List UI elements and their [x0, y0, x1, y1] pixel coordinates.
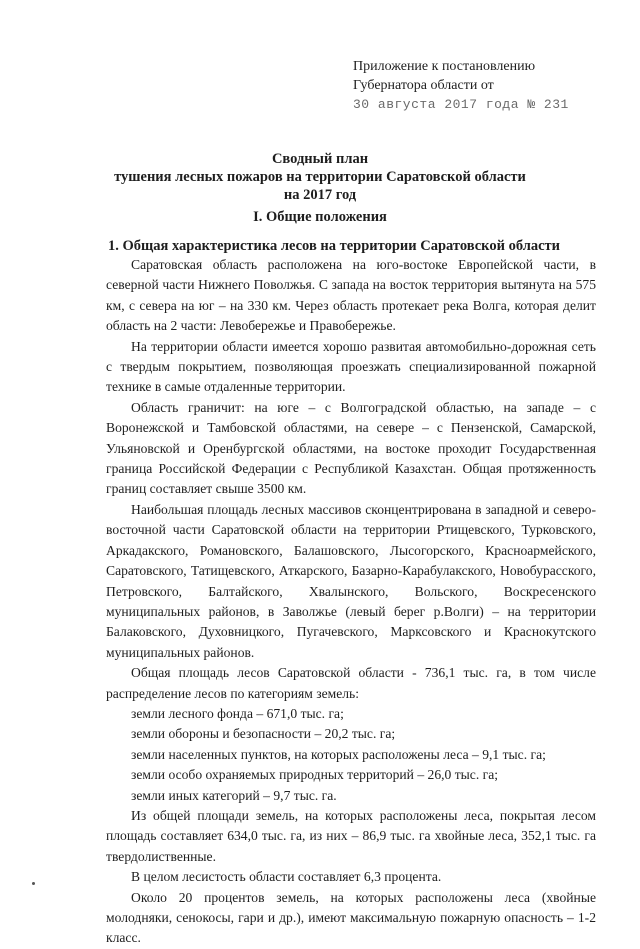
- appendix-line-1: Приложение к постановлению: [353, 59, 536, 74]
- paragraph: В целом лесистость области составляет 6,3 процента.: [131, 869, 442, 885]
- paragraph: Наибольшая площадь лесных массивов сконцентрирована в западной и северо-восточной части Саратовской области на территории Ртищевского, Турковского, Аркадакского, Романовского, Балашовского, Лысогорского, Красноармейского, Саратовского, Татищевского, Аткарского, Базарно-Карабулакского, Новобурасского, Петровского, Балтайского, Хвалынского, Вольского, Воскресенского муниципальных районов, в Заволжье (левый берег р.Волги) – на территории Балаковского, Духовницкого, Пугачевского, Марксовского и Краснокутского муниципальных районов.: [106, 501, 596, 660]
- appendix-date-stamp: 30 августа 2017 года № 231: [353, 97, 569, 112]
- document-title: [0, 150, 640, 204]
- land-category-item: земли лесного фонда – 671,0 тыс. га;: [131, 705, 344, 721]
- paragraph: Область граничит: на юге – с Волгоградской областью, на западе – с Воронежской и Тамбовской областями, на севере – с Пензенской, Самарской, Ульяновской и Оренбургской областями, на востоке проходит Государственная граница Российской Федерации с Республикой Казахстан. Общая протяженность границ составляет свыше 3500 км.: [106, 399, 596, 497]
- scan-speck: [32, 882, 35, 885]
- section-heading: I. Общие положения: [253, 209, 387, 225]
- appendix-line-2: Губернатора области от: [353, 78, 494, 93]
- land-category-item: земли особо охраняемых природных территорий – 26,0 тыс. га;: [131, 767, 499, 783]
- document-body: [106, 255, 596, 949]
- title-line-1: Сводный план: [271, 151, 369, 167]
- appendix-reference: [353, 57, 569, 114]
- land-category-item: земли обороны и безопасности – 20,2 тыс. га;: [131, 726, 396, 742]
- paragraph: На территории области имеется хорошо развитая автомобильно-дорожная сеть с твердым покрытием, позволяющая проезжать специализированной пожарной технике в самые отдаленные территории.: [106, 338, 596, 395]
- paragraph: Около 20 процентов земель, на которых расположены леса (хвойные молодняки, сенокосы, гари и др.), имеют максимальную пожарную опасность – 1-2 класс.: [106, 889, 596, 946]
- paragraph: Из общей площади земель, на которых расположены леса, покрытая лесом площадь составляет 634,0 тыс. га, из них – 86,9 тыс. га хвойные леса, 352,1 тыс. га твердолиственные.: [106, 807, 596, 864]
- title-line-3: на 2017 год: [283, 187, 357, 203]
- land-category-item: земли иных категорий – 9,7 тыс. га.: [131, 787, 337, 803]
- land-category-item: земли населенных пунктов, на которых расположены леса – 9,1 тыс. га;: [131, 746, 546, 762]
- paragraph: Общая площадь лесов Саратовской области - 736,1 тыс. га, в том числе распределение лесов по категориям земель:: [106, 665, 596, 701]
- subsection-heading: 1. Общая характеристика лесов на территории Саратовской области: [108, 238, 560, 254]
- title-line-2: тушения лесных пожаров на территории Саратовской области: [114, 169, 526, 185]
- paragraph: Саратовская область расположена на юго-востоке Европейской части, в северной части Нижнего Поволжья. С запада на восток территория вытянута на 575 км, с севера на юг – на 330 км. Через область протекает река Волга, которая делит область на 2 части: Левобережье и Правобережье.: [106, 257, 596, 334]
